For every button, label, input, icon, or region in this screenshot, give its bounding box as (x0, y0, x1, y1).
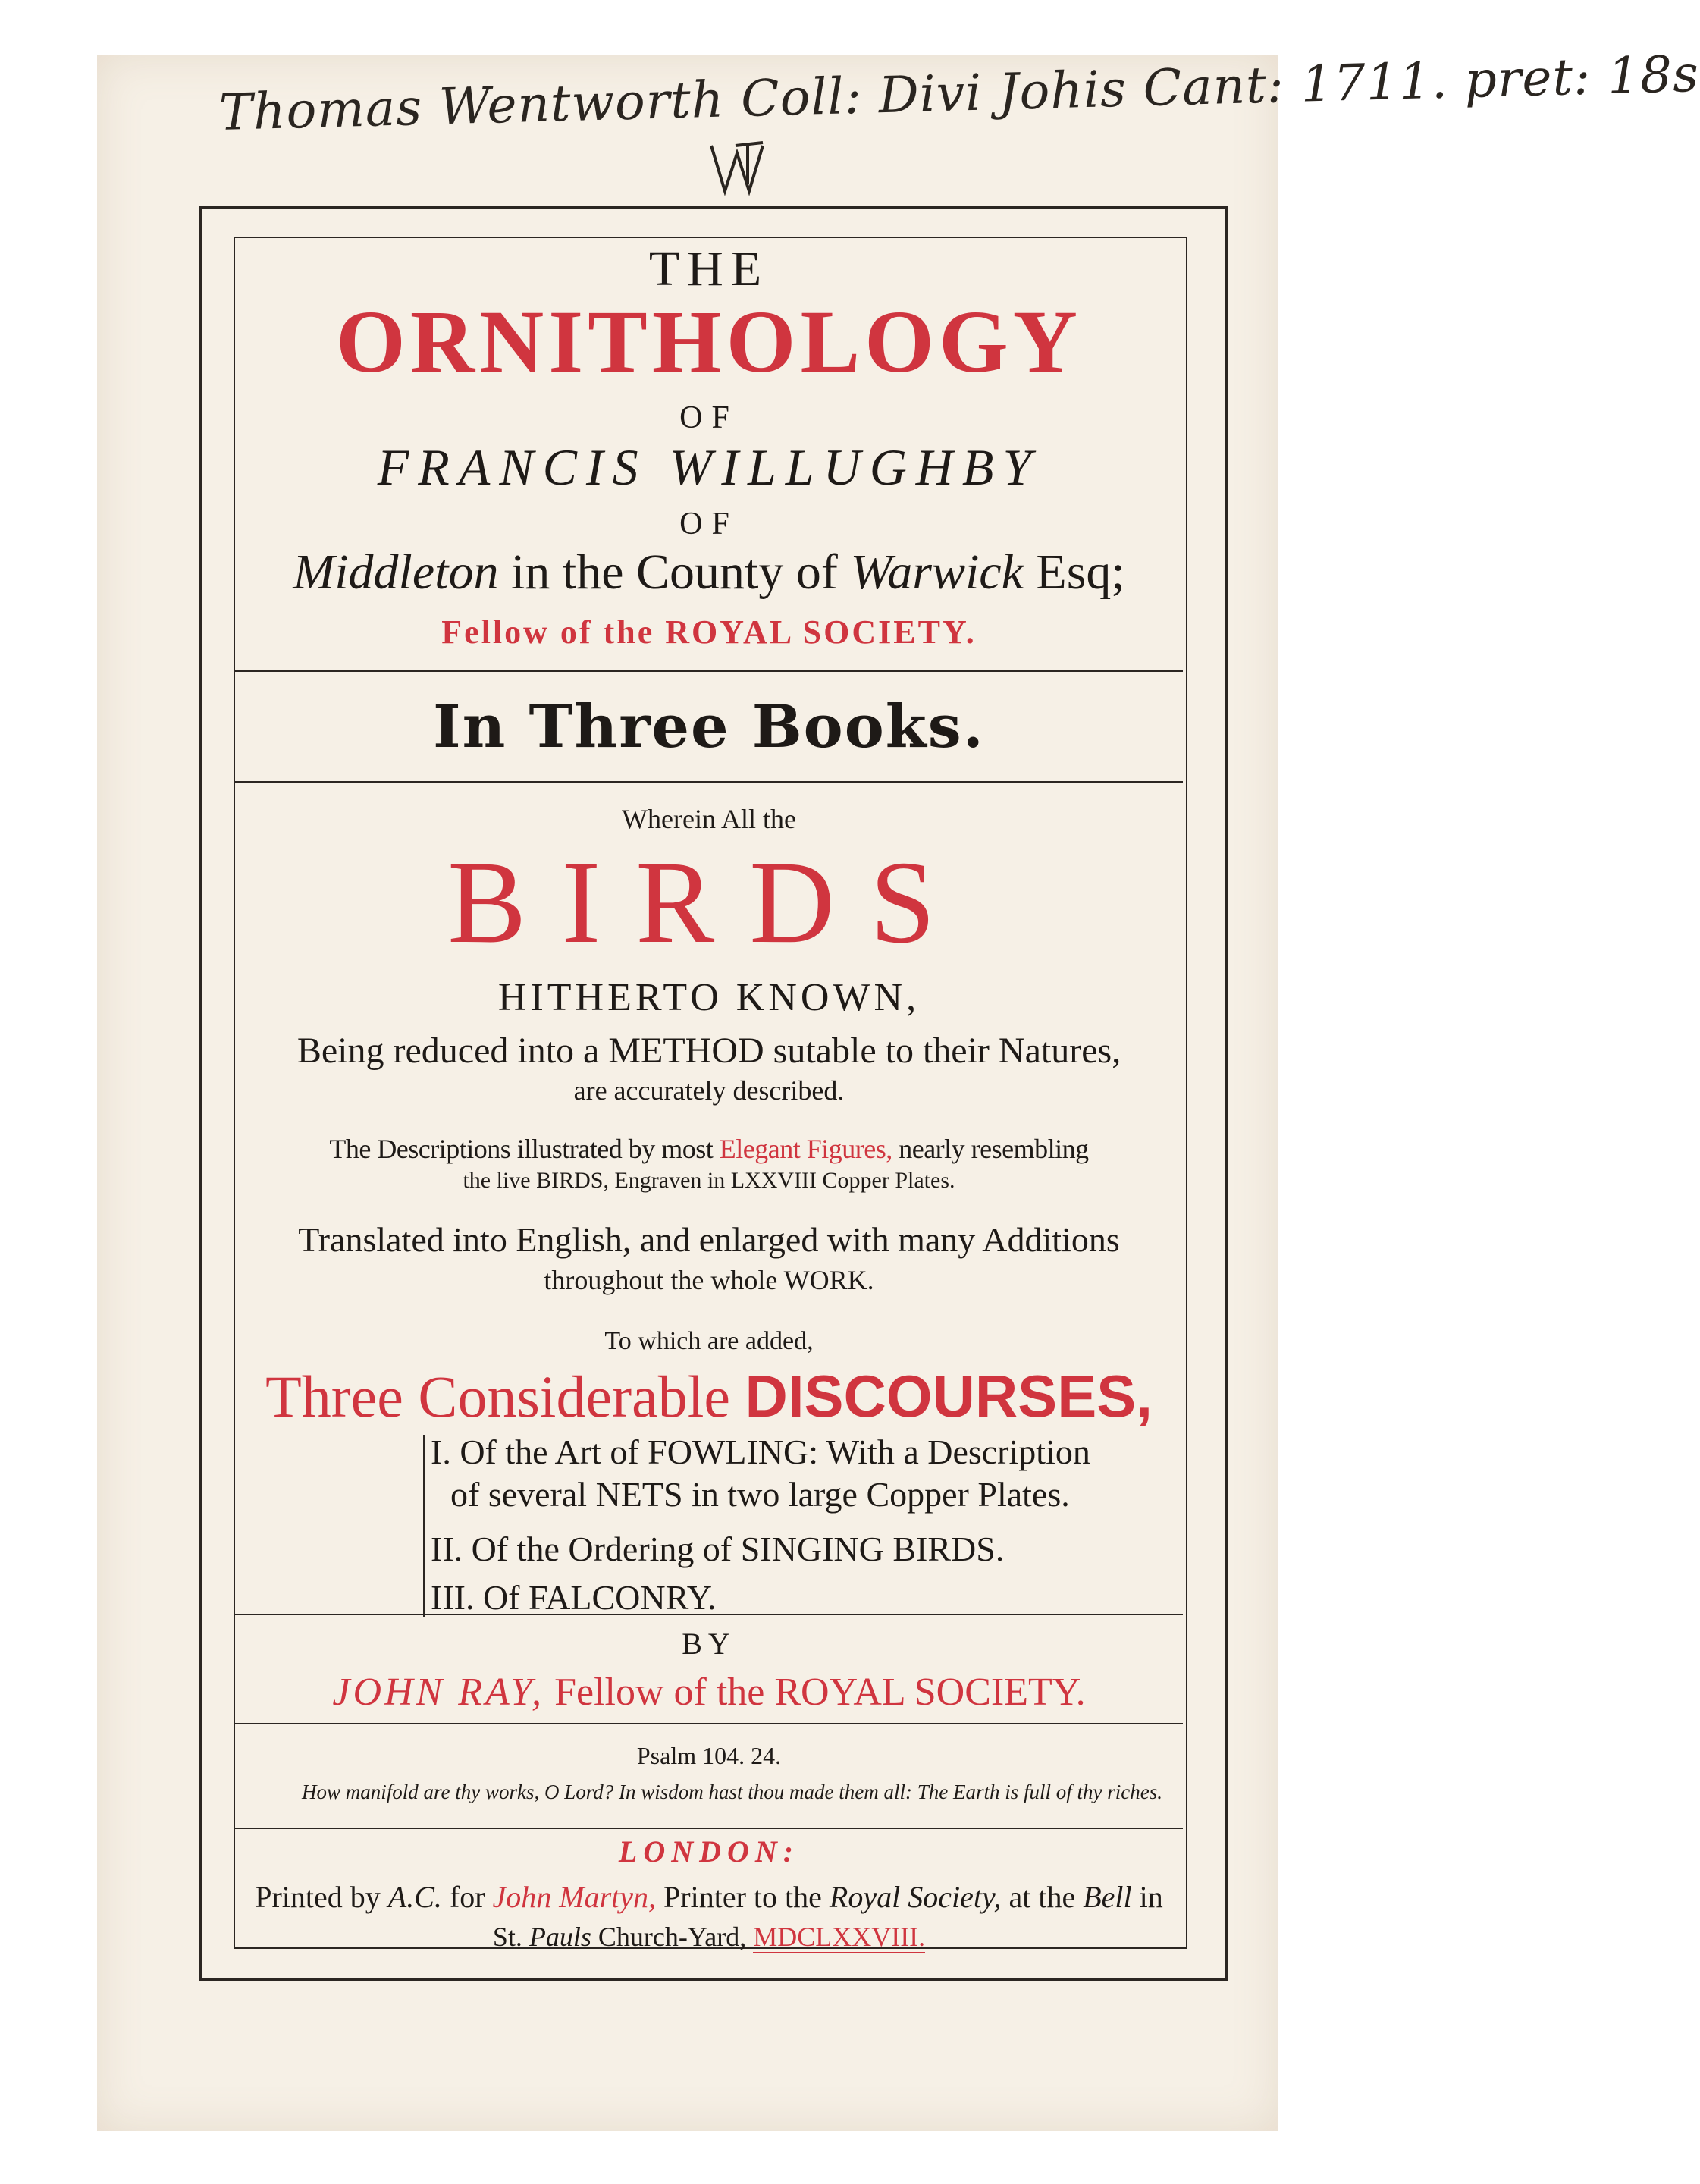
discourse-item: of several NETS in two large Copper Plates. (450, 1475, 1070, 1514)
imprint-text: for (441, 1880, 493, 1914)
editor-name: JOHN RAY, (332, 1671, 545, 1714)
title-page (97, 44, 1700, 2131)
title-of-2: OF (679, 507, 739, 541)
hitherto-line: HITHERTO KNOWN, (497, 976, 921, 1019)
imprint-printer (235, 1882, 1183, 1913)
imprint-text: in (1131, 1880, 1163, 1914)
divider (235, 1828, 1183, 1829)
wherein-line: Wherein All the (622, 804, 796, 834)
divider (235, 670, 1183, 672)
imprint-address (235, 1923, 1183, 1950)
fellow-line: Fellow of the ROYAL SOCIETY. (441, 613, 977, 651)
imprint-text: Church-Yard, (591, 1922, 754, 1952)
title-main: ORNITHOLOGY (336, 292, 1082, 391)
imprint-city: LONDON: (618, 1834, 800, 1869)
method-line: Being reduced into a METHOD sutable to their Natures, (296, 1031, 1121, 1071)
place-middleton: Middleton (293, 544, 499, 600)
ownership-inscription: Thomas Wentworth Coll: Divi Johis Cant: 1711. pret: 18s (218, 44, 1700, 142)
descriptions-line (235, 1135, 1183, 1163)
elegant-figures: Elegant Figures, (719, 1134, 892, 1164)
psalm-reference: Psalm 104. 24. (636, 1742, 782, 1769)
imprint-bell: Bell (1083, 1880, 1132, 1914)
discourse-item: III. Of FALCONRY. (431, 1578, 717, 1617)
books-heading: In Three Books. (433, 692, 985, 761)
translated-line: Translated into English, and enlarged with many Additions (298, 1220, 1120, 1259)
title-the: THE (648, 241, 770, 297)
discourses-prefix: Three Considerable (265, 1363, 745, 1429)
place-county: in the County of (498, 544, 851, 600)
author-place (235, 544, 1183, 600)
editor-fellow: Fellow of the ROYAL SOCIETY. (544, 1671, 1086, 1714)
described-line: are accurately described. (573, 1075, 845, 1106)
desc-text-a: The Descriptions illustrated by most (329, 1134, 720, 1164)
divider (235, 1723, 1183, 1724)
editor-line (235, 1673, 1183, 1712)
birds-heading: BIRDS (447, 836, 971, 968)
by-line: BY (682, 1627, 736, 1661)
discourses-word: DISCOURSES, (745, 1363, 1153, 1429)
desc-text-c: nearly resembling (892, 1134, 1089, 1164)
imprint-text: Printer to the (656, 1880, 830, 1914)
monogram-mark (704, 138, 795, 199)
imprint-text: Printed by (255, 1880, 388, 1914)
imprint-pauls: Pauls (529, 1922, 591, 1952)
imprint-date: MDCLXXVIII. (753, 1922, 926, 1952)
title-of-1: OF (679, 400, 739, 435)
discourse-item: I. Of the Art of FOWLING: With a Description (431, 1432, 1090, 1471)
place-warwick: Warwick (850, 544, 1024, 600)
whole-work-line: throughout the whole WORK. (544, 1265, 874, 1295)
imprint-royal-society: Royal Society, (829, 1880, 1002, 1914)
place-esq: Esq; (1023, 544, 1125, 600)
added-line: To which are added, (604, 1327, 814, 1355)
imprint-ac: A.C. (387, 1880, 442, 1914)
psalm-quote: How manifold are thy works, O Lord? In wisdom hast thou made them all: The Earth is full of thy riches. (302, 1781, 1162, 1803)
copper-plates-line: the live BIRDS, Engraven in LXXVIII Copper Plates. (463, 1168, 955, 1193)
author-name: FRANCIS WILLUGHBY (377, 438, 1041, 496)
discourses-heading (235, 1363, 1183, 1429)
handwritten-annotation (218, 44, 1700, 199)
imprint-text: at the (1001, 1880, 1084, 1914)
imprint-text: St. (492, 1922, 529, 1952)
imprint-john-martyn: John Martyn, (492, 1880, 657, 1914)
divider (235, 1614, 1183, 1615)
divider (235, 781, 1183, 783)
discourse-item: II. Of the Ordering of SINGING BIRDS. (431, 1530, 1005, 1568)
